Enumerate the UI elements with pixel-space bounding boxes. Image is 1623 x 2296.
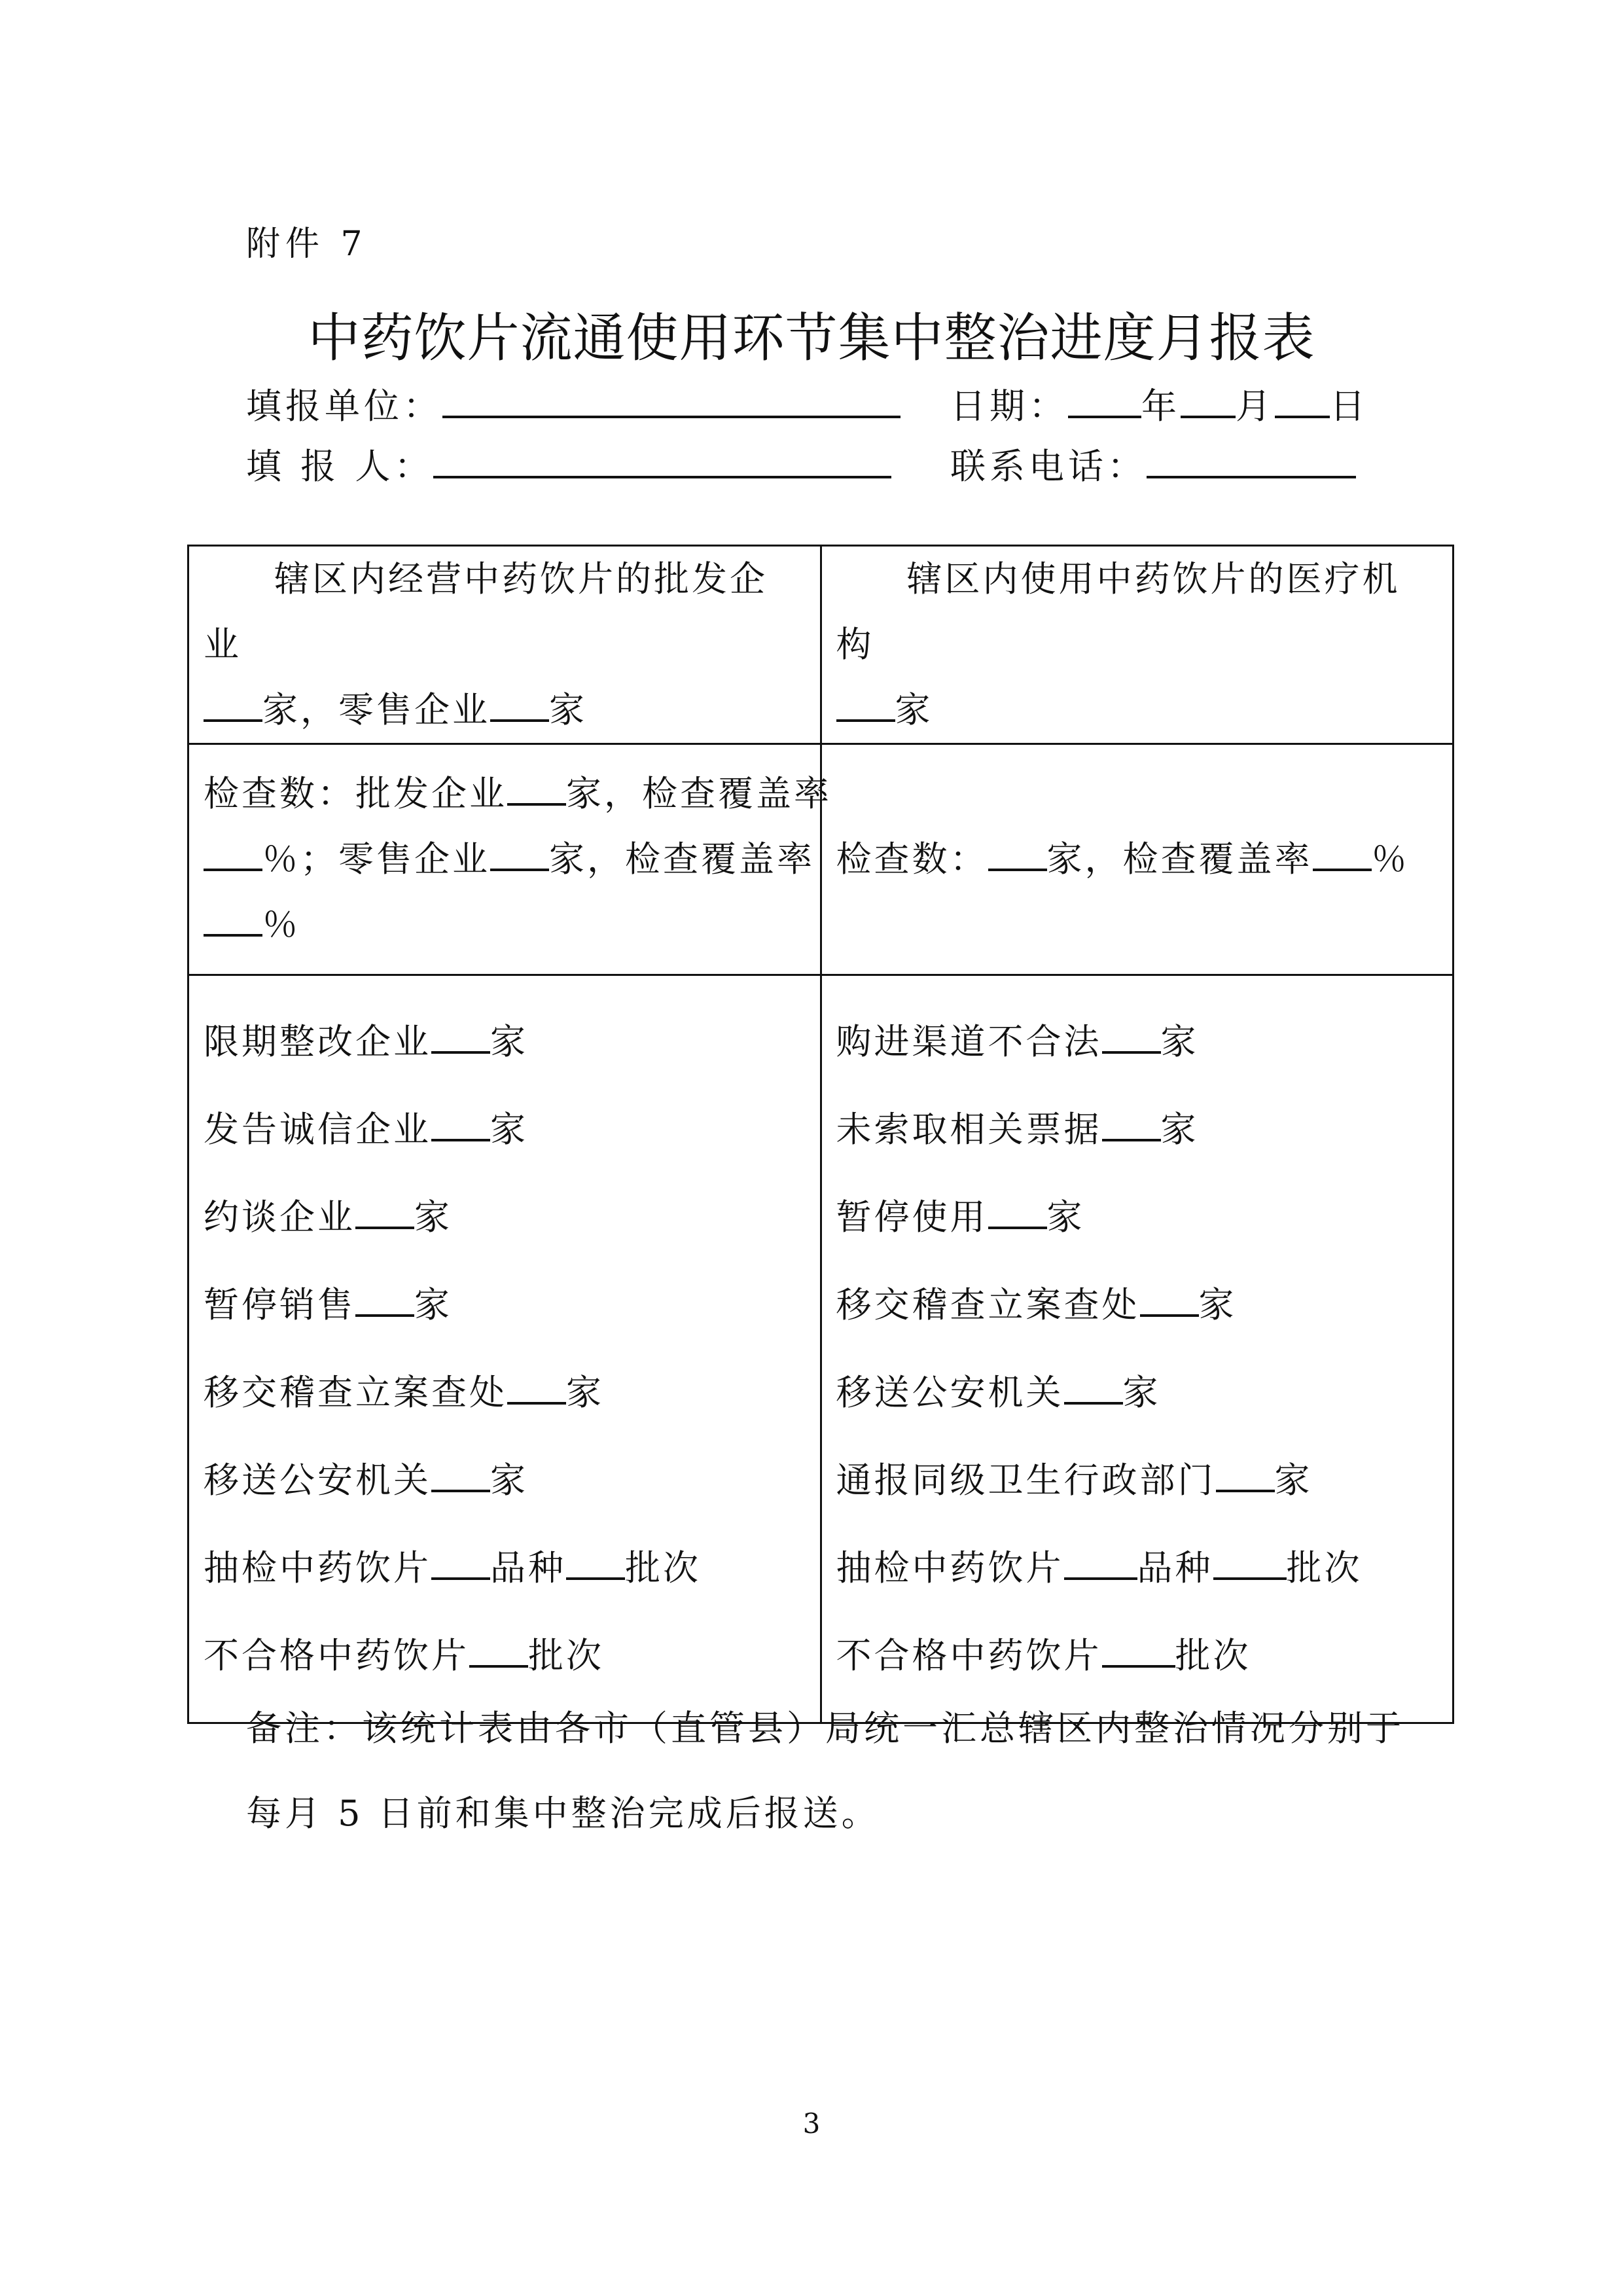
day-field[interactable] [1275,386,1330,418]
date-label: 日期： [950,386,1068,427]
list-item: 通报同级卫生行政部门 家 [836,1460,1313,1501]
blank-field[interactable] [1216,1461,1275,1492]
blank-field[interactable] [355,1285,414,1317]
blank-wholesale-coverage[interactable] [204,840,262,871]
page-title: 中药饮片流通使用环节集中整治进度月报表 [308,308,1315,368]
table-row [188,975,1454,1723]
blank-field[interactable] [355,1198,414,1229]
phone-row [950,439,1356,489]
list-item: 移交稽查立案查处 家 [836,1284,1237,1325]
blank-retail-coverage[interactable] [204,905,262,937]
list-item: 暂停销售 家 [204,1284,452,1325]
blank-field[interactable] [1213,1549,1287,1580]
list-item: 约谈企业 家 [204,1196,452,1238]
list-item: 抽检中药饮片 品种 批次 [836,1547,1363,1588]
blank-field[interactable] [469,1636,528,1668]
cell-text: 家 [549,689,587,730]
list-item: 移送公安机关 家 [204,1460,528,1501]
blank-institution-count[interactable] [836,691,895,722]
month-field[interactable] [1181,386,1236,418]
cell-text: 家，检查覆盖率 [1046,838,1313,880]
blank-retail-inspected[interactable] [490,840,549,871]
cell-text: ％；零售企业 [262,838,490,880]
note-line-2: 每月 5 日前和集中整治完成后报送。 [246,1793,880,1834]
day-label: 日 [1330,386,1369,427]
year-field[interactable] [1068,386,1141,418]
blank-field[interactable] [1064,1549,1137,1580]
list-item: 未索取相关票据 家 [836,1109,1199,1150]
note-line-1: 备注：该统计表由各市（直管县）局统一汇总辖区内整治情况分别于 [246,1708,1404,1749]
blank-retail-count[interactable] [490,691,549,722]
inspection-institution-cell [821,744,1454,975]
phone-field[interactable] [1147,446,1356,478]
date-row [950,378,1369,429]
fill-person-label: 填 报 人： [246,446,434,487]
list-item: 购进渠道不合法 家 [836,1021,1199,1062]
cell-text: 检查数：批发企业 [204,773,507,814]
cell-text: ％ [1371,838,1410,880]
blank-field[interactable] [1102,1636,1175,1668]
list-item: 不合格中药饮片 批次 [836,1635,1251,1676]
blank-institution-coverage[interactable] [1313,840,1372,871]
blank-field[interactable] [566,1549,625,1580]
fill-unit-row [246,378,901,429]
fill-person-row [246,439,891,489]
phone-label: 联系电话： [950,446,1147,487]
blank-field[interactable] [988,1198,1047,1229]
cell-text: 家，检查覆盖率 [566,773,832,814]
blank-institution-inspected[interactable] [988,840,1047,871]
table-row [188,546,1454,744]
month-label: 月 [1236,386,1275,427]
cell-text: ％ [262,904,300,945]
blank-field[interactable] [431,1549,490,1580]
cell-text: 家，零售企业 [262,689,490,730]
list-item: 发告诚信企业 家 [204,1109,528,1150]
list-item: 暂停使用 家 [836,1196,1085,1238]
fill-unit-field[interactable] [442,386,901,418]
attachment-label: 附件 7 [246,224,368,264]
blank-wholesale-inspected[interactable] [507,774,566,806]
blank-field[interactable] [431,1461,490,1492]
blank-field[interactable] [1140,1285,1199,1317]
year-label: 年 [1141,386,1181,427]
institution-actions-cell [821,975,1454,1723]
fill-unit-label: 填报单位： [246,386,442,427]
cell-text: 辖区内使用中药饮片的医疗机构 [836,558,1400,665]
blank-field[interactable] [431,1022,490,1054]
fill-person-field[interactable] [433,446,891,478]
list-item: 移交稽查立案查处 家 [204,1372,604,1413]
list-item: 限期整改企业 家 [204,1021,528,1062]
wholesale-retail-count-cell [188,546,821,744]
blank-field[interactable] [507,1373,566,1405]
list-item: 移送公安机关 家 [836,1372,1161,1413]
list-item: 抽检中药饮片 品种 批次 [204,1547,701,1588]
blank-field[interactable] [1064,1373,1123,1405]
blank-field[interactable] [1102,1022,1161,1054]
medical-institution-count-cell [821,546,1454,744]
cell-text: 辖区内经营中药饮片的批发企业 [204,558,768,665]
list-item: 不合格中药饮片 批次 [204,1635,604,1676]
cell-text: 家，检查覆盖率 [549,838,815,880]
cell-text: 检查数： [836,838,988,880]
blank-field[interactable] [431,1110,490,1141]
page-number: 3 [802,2108,821,2140]
report-table [187,545,1454,1724]
table-row [188,744,1454,975]
inspection-enterprise-cell [188,744,832,975]
blank-wholesale-count[interactable] [204,691,262,722]
cell-text: 家 [895,689,933,730]
blank-field[interactable] [1102,1110,1161,1141]
enterprise-actions-cell [188,975,821,1723]
